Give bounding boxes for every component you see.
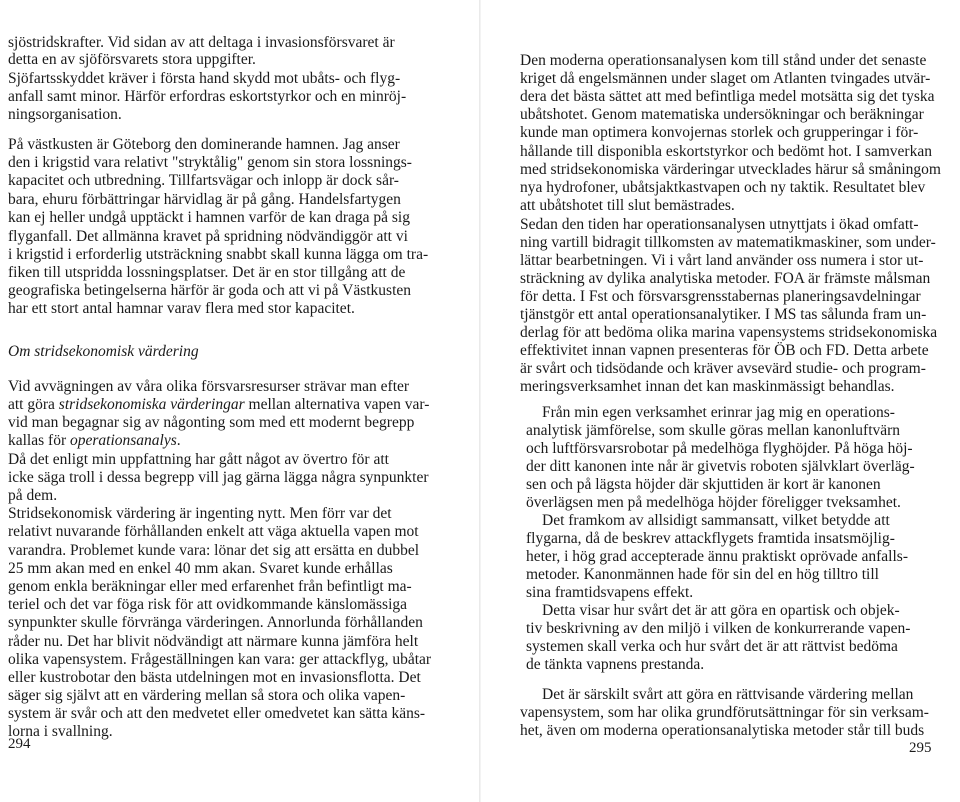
text-line: hållande till disponibla eskortstyrkor och bedömt hot. I samverkan	[520, 143, 932, 160]
text-line: meringsverksamhet innan det kan maskinmässigt behandlas.	[520, 378, 895, 395]
text-line: den i krigstid vara relativt "stryktålig" genom sin stora lossnings-	[8, 154, 412, 171]
text-line: för detta. I Fst och försvarsgrensstabernas planeringsavdelningar	[520, 288, 921, 305]
text-line: metoder. Kanonmännen hade för sin del en hög tilltro till	[526, 566, 879, 583]
text-line: sträckning av dylika analytiska metoder. FOA är främste målsman	[520, 270, 931, 287]
text-line: der ditt kanonen inte når är givetvis roboten självklart överläg-	[526, 458, 915, 475]
italic-term: stridsekonomiska värderingar	[58, 396, 245, 413]
text-line: system är svår och att den medvetet eller omedvetet kan sätta käns-	[8, 705, 426, 722]
text-line: har ett stort antal hamnar varav flera med stor kapacitet.	[8, 300, 355, 317]
text-line: lorna i svallning.	[8, 723, 113, 740]
text-line: ning vartill bidragit tillkomsten av matematikmaskiner, som under-	[520, 234, 936, 251]
text-line: i krigstid i erforderlig utsträckning snabbt skall kunna lägga om tra-	[8, 246, 429, 263]
text-line: de tänkta vapnens prestanda.	[526, 656, 705, 673]
section-heading: Om stridsekonomisk värdering	[8, 343, 199, 360]
text-line: genom enkla beräkningar eller med erfarenhet från befintligt ma-	[8, 578, 412, 595]
text-line: tjänstgör ett antal operationsanalytiker. I MS tas sålunda fram un-	[520, 306, 927, 323]
text-line: varandra. Problemet kunde vara: lönar det sig att ersätta en dubbel	[8, 542, 420, 559]
text-line: derlag för att bedöma olika marina vapensystems stridsekonomiska	[520, 324, 938, 341]
text-line: Från min egen verksamhet erinrar jag mig en operations-	[542, 404, 895, 421]
text-line: flygarna, då de beskrev attackflygets framtida insatsmöjlig-	[526, 530, 895, 547]
text-line: dera det bästa sättet att med befintliga medel motsätta sig det tyska	[520, 88, 935, 105]
text-line: tiv beskrivning av den miljö i vilken de konkurrerande vapen-	[526, 620, 911, 637]
text-line: het, även om moderna operationsanalytiska metoder står till buds	[520, 722, 925, 739]
text-line: anfall samt minor. Härför erfordras eskortstyrkor och en minröj-	[8, 88, 407, 105]
page-number-left: 294	[8, 736, 31, 752]
text-line: icke säga troll i dessa begrepp vill jag gärna lägga några synpunkter	[8, 469, 429, 486]
text-line: teriel och det var föga risk för att ovidkommande känslomässiga	[8, 596, 408, 613]
page-number-right: 295	[909, 740, 932, 756]
text-line: kan ej heller undgå upptäckt i hamnen varför de kan draga på sig	[8, 209, 410, 226]
text-line: Då det enligt min uppfattning har gått något av övertro för att	[8, 451, 389, 468]
text-line: kriget då engelsmännen under slaget om Atlanten tvingades utvär-	[520, 70, 931, 87]
text-line: säger sig självt att en värdering mellan så stora och olika vapen-	[8, 687, 406, 704]
text-line: fiken till utspridda lossningsplatser. Det är en stor tillgång att de	[8, 264, 406, 281]
right-page	[480, 0, 960, 802]
text-line: Sedan den tiden har operationsanalysen utnyttjats i ökad omfatt-	[520, 216, 919, 233]
text-line: nya hydrofoner, ubåtsjaktkastvapen och ny taktik. Resultatet blev	[520, 179, 926, 196]
text-line: effektivitet innan vapnen presenteras för ÖB och FD. Detta arbete	[520, 342, 929, 359]
text-line: på dem.	[8, 487, 58, 504]
text-line: att ubåtshotet till slut bemästrades.	[520, 197, 735, 214]
italic-term: operationsanalys	[69, 432, 177, 449]
text-line: flyganfall. Det allmänna kravet på spridning nödvändiggör att vi	[8, 228, 408, 245]
text-line: heter, i hög grad accepterade ännu praktiskt oprövade anfalls-	[526, 548, 908, 565]
text-line: sina framtidsvapens effekt.	[526, 584, 694, 601]
text-line: att göra stridsekonomiska värderingar mellan alternativa vapen var-	[8, 396, 430, 413]
text-line: Stridsekonomisk värdering är ingenting nytt. Men förr var det	[8, 505, 392, 522]
text-line: kunde man optimera konvojernas storlek och grupperingar i för-	[520, 124, 919, 141]
text-line: olika vapensystem. Frågeställningen kan vara: ger attackflyg, ubåtar	[8, 651, 432, 668]
text-line: Detta visar hur svårt det är att göra en opartisk och objek-	[542, 602, 900, 619]
text-line: sjöstridskrafter. Vid sidan av att deltaga i invasionsförsvaret är	[8, 34, 395, 51]
text-line: och luftförsvarsrobotar på medelhöga flyghöjder. På höga höj-	[526, 440, 913, 457]
text-line: analytisk jämförelse, som skulle göras mellan kanonluftvärn	[526, 422, 901, 439]
text-line: synpunkter skulle förvränga värderingen. Annorlunda förhållanden	[8, 614, 423, 631]
text-line: kapacitet och utbredning. Tillfartsvägar och inlopp är dock sår-	[8, 172, 399, 189]
text-line: relativt nuvarande förhållanden enkelt att väga aktuella vapen mot	[8, 523, 419, 540]
text-line: ubåtshotet. Genom matematiska undersökningar och beräkningar	[520, 106, 924, 123]
text-line: systemen skall verka och hur svårt det är att rättvist bedöma	[526, 638, 898, 655]
text-line: 25 mm akan med en enkel 40 mm akan. Svaret kunde erhållas	[8, 560, 393, 577]
text-line: är svårt och tidsödande och kräver avsevärd studie- och program-	[520, 360, 926, 377]
text-line: vapensystem, som har olika grundförutsättningar för sin verksam-	[520, 704, 929, 721]
text-line: På västkusten är Göteborg den dominerande hamnen. Jag anser	[8, 136, 400, 153]
text-line: Det framkom av allsidigt sammansatt, vilket betydde att	[542, 512, 890, 529]
text-line: sen och på lägsta höjder där skjuttiden är kort är kanonen	[526, 476, 881, 493]
text-line: eller kustrobotar den bästa utdelningen mot en invasionsflotta. Det	[8, 669, 421, 686]
text-line: bara, ehuru förbättringar härvidlag är på gång. Handelsfartygen	[8, 191, 401, 208]
text-line: vid man begagnar sig av någonting som med ett modernt begrepp	[8, 414, 415, 431]
text-line: Den moderna operationsanalysen kom till stånd under det senaste	[520, 52, 927, 69]
text-line: råder nu. Det har blivit nödvändigt att närmare kunna jämföra helt	[8, 633, 419, 650]
text-line: geografiska betingelserna härför är goda och att vi på Västkusten	[8, 282, 411, 299]
text-line: överlägsen men på medelhöga höjder föreligger tveksamhet.	[526, 494, 901, 511]
text-line: detta en av sjöförsvarets stora uppgifter.	[8, 51, 256, 68]
text-line: Sjöfartsskyddet kräver i första hand skydd mot ubåts- och flyg-	[8, 70, 401, 87]
text-line: lättar bearbetningen. Vi i vårt land använder oss numera i stor ut-	[520, 252, 924, 269]
text-line: Det är särskilt svårt att göra en rättvisande värdering mellan	[542, 686, 914, 703]
text-line: Vid avvägningen av våra olika försvarsresurser strävar man efter	[8, 378, 410, 395]
text-line: kallas för operationsanalys.	[8, 432, 181, 449]
text-line: med stridsekonomiska värderingar utvecklades härur så småningom	[520, 161, 941, 178]
text-line: ningsorganisation.	[8, 106, 122, 123]
